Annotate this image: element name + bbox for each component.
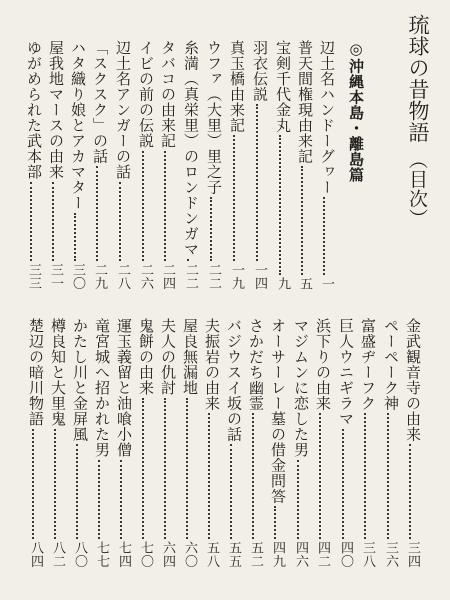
leader-dots [98,460,100,540]
toc-entry [72,318,87,568]
toc-entry [160,40,175,290]
leader-dots [142,398,144,540]
entry-title: 宝剣千代金丸 [274,40,292,133]
toc-entry [383,318,398,568]
toc-entry [248,318,263,568]
toc-entry [275,40,290,290]
leader-dots [409,444,411,539]
leader-dots [30,182,32,262]
entry-page: 二九 [92,263,107,290]
entry-page: 二四 [160,263,175,290]
toc-entry [405,318,420,568]
entry-page: 三四 [405,541,420,568]
entry-page: 六四 [160,541,175,568]
entry-page: 七七 [94,541,109,568]
toc-entry [206,40,221,290]
leader-dots [186,398,188,540]
leader-dots [297,460,299,540]
entry-page: 二二 [206,263,221,290]
toc-entry [50,318,65,568]
leader-dots [142,151,144,262]
entry-title: ウファ（大里）里之子 [205,40,223,195]
entry-page: 一 [319,276,334,290]
entry-page: 一九 [229,263,244,290]
entry-page: 四二 [315,541,330,568]
entry-page: 八〇 [72,541,87,568]
leader-dots [52,182,54,262]
entry-title: イビの前の伝説 [137,40,155,149]
entry-page: 一四 [252,263,267,290]
entry-title: 夫振岩の由来 [203,318,221,411]
leader-dots [32,429,34,540]
entry-title: 鬼餅の由来 [137,318,155,396]
leader-dots [187,259,189,261]
leader-dots [76,444,78,539]
entry-title: 「スクスク」の話 [91,40,109,164]
entry-title: 羽衣伝説 [251,40,269,102]
entry-title: 竜宮城へ招かれた男 [93,318,111,458]
toc-entry [183,40,198,290]
leader-dots [301,166,303,275]
entry-page: 二八 [115,263,130,290]
toc-entry [270,318,285,568]
toc-entry [116,318,131,568]
leader-dots [342,429,344,540]
entry-title: タバコの由来記 [159,40,177,149]
entry-page: 六〇 [182,541,197,568]
entry-title: 金武観音寺の由来 [404,318,422,442]
leader-dots [233,135,235,261]
entry-title: マジムンに恋した男 [292,318,310,458]
leader-dots [96,166,98,261]
entry-title: さかだち幽霊 [247,318,265,411]
book-title: 琉球の昔物語 [406,14,430,143]
leader-dots [319,413,321,539]
leader-dots [387,413,389,539]
toc-entry [26,40,41,290]
entry-page: 四九 [270,541,285,568]
entry-title: 真玉橋由来記 [228,40,246,133]
entry-title: バジウスイ坂の話 [225,318,243,442]
entry-page: 三〇 [70,263,85,290]
toc-entry [252,40,267,290]
entry-title: 浜下りの由来 [314,318,332,411]
entry-page: 三八 [360,541,375,568]
entry-page: 四〇 [338,541,353,568]
leader-dots [252,413,254,539]
entry-title: ペーペーク神 [382,318,400,411]
entry-title: 糸満（真栄里）のロンドンガマ [182,40,200,257]
toc-entry [138,40,153,290]
entry-title: ハタ織り娘とアカマター [69,40,87,211]
toc-entry [338,318,353,568]
entry-title: 樽良知と大里鬼 [49,318,67,427]
entry-page: 八二 [50,541,65,568]
leader-dots [364,413,366,539]
entry-page: 五五 [226,541,241,568]
toc-entry [70,40,85,290]
toc-entry [160,318,175,568]
entry-page: 三三 [26,263,41,290]
entry-title: オーサーレー墓の借金問答 [269,318,287,504]
leader-dots [164,151,166,262]
leader-dots [164,398,166,540]
entry-page: 七〇 [138,541,153,568]
entry-page: 二二 [183,263,198,290]
entry-page: 三六 [383,541,398,568]
leader-dots [74,213,76,262]
entry-title: 普天間権現由来記 [296,40,314,164]
toc-entry [138,318,153,568]
leader-dots [230,444,232,539]
toc-entry [360,318,375,568]
entry-page: 九 [275,276,290,290]
leader-dots [279,135,281,275]
toc-entry [204,318,219,568]
entry-page: 七四 [116,541,131,568]
entry-title: 楚辺の暗川物語 [27,318,45,427]
toc-entry [297,40,312,290]
section-heading: ◎沖縄本島・離島篇 [347,40,365,183]
leader-dots [256,104,258,261]
leader-dots [120,460,122,540]
toc-entry [92,40,107,290]
toc-entry [182,318,197,568]
entry-title: 富盛ヂーフク [359,318,377,411]
leader-dots [119,182,121,262]
entry-page: 四六 [293,541,308,568]
toc-entry [48,40,63,290]
entry-title: かたし川と金屏風 [71,318,89,442]
leader-dots [210,197,212,261]
toc-entry [94,318,109,568]
toc-entry [226,318,241,568]
entry-page: 五 [297,276,312,290]
entry-title: 屋我地マースの由来 [47,40,65,180]
entry-title: 辺土名ハンドーグヮー [318,40,336,195]
toc-entry [319,40,334,290]
leader-dots [208,413,210,539]
entry-page: 五八 [204,541,219,568]
entry-title: 巨人ウニギラマ [337,318,355,427]
entry-page: 三一 [48,263,63,290]
entry-title: 屋良無漏地 [181,318,199,396]
toc-entry [115,40,130,290]
entry-title: 辺土名アンガーの話 [114,40,132,180]
leader-dots [323,197,325,275]
leader-dots [274,506,276,539]
leader-dots [54,429,56,540]
entry-title: 運玉義留と油喰小僧 [115,318,133,458]
toc-entry [315,318,330,568]
entry-page: 八四 [28,541,43,568]
toc-label: （目次） [406,150,428,228]
entry-page: 二六 [138,263,153,290]
entry-title: ゆがめられた武本部 [25,40,43,180]
toc-entry [293,318,308,568]
entry-title: 夫人の仇討 [159,318,177,396]
toc-entry [28,318,43,568]
toc-entry [229,40,244,290]
entry-page: 五二 [248,541,263,568]
